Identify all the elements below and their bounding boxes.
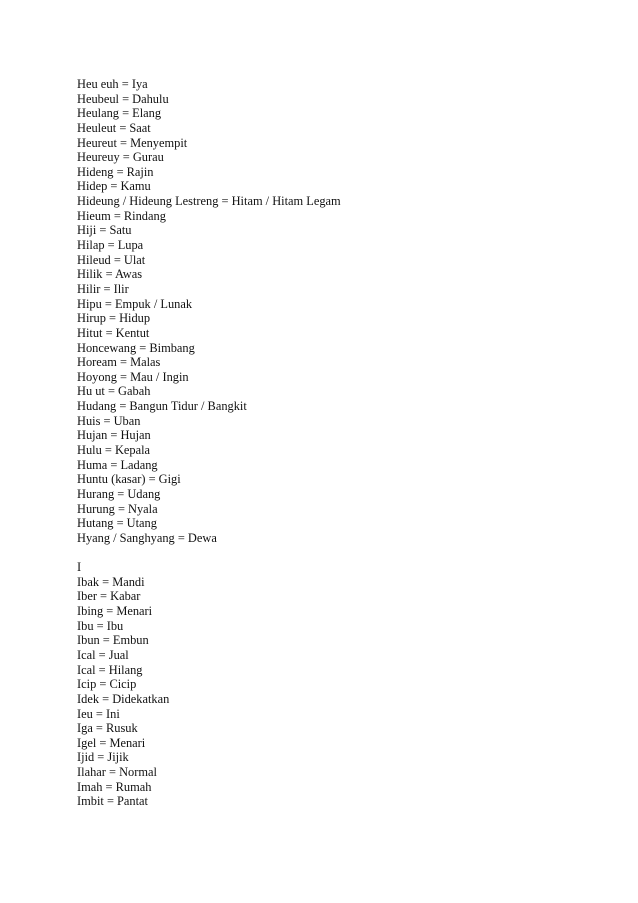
word-entry: Hieum = Rindang	[77, 208, 166, 223]
word-entry: Heureut = Menyempit	[77, 135, 188, 150]
word-entry: Iga = Rusuk	[77, 721, 138, 736]
word-entry: Huis = Uban	[77, 413, 141, 428]
word-entry: Hutang = Utang	[77, 516, 157, 531]
word-entry: Ical = Hilang	[77, 662, 143, 677]
word-entry: Hipu = Empuk / Lunak	[77, 296, 193, 311]
word-entry: Ieu = Ini	[77, 706, 120, 721]
word-entry: Ibun = Embun	[77, 633, 149, 648]
word-entry: Hilik = Awas	[77, 267, 143, 282]
section-h-list	[77, 77, 577, 546]
word-list	[77, 77, 577, 809]
word-entry: Hideng = Rajin	[77, 164, 154, 179]
word-entry: Icip = Cicip	[77, 677, 137, 692]
word-entry: Heu euh = Iya	[77, 77, 148, 91]
word-entry: Hyang / Sanghyang = Dewa	[77, 530, 217, 545]
word-entry: Hurung = Nyala	[77, 501, 158, 516]
word-entry: Hilap = Lupa	[77, 238, 144, 253]
word-entry: Hideung / Hideung Lestreng = Hitam / Hitam Legam	[77, 194, 341, 209]
word-entry: Hidep = Kamu	[77, 179, 151, 194]
word-entry: Ical = Jual	[77, 647, 129, 662]
word-entry: Idek = Didekatkan	[77, 691, 170, 706]
word-entry: Hiji = Satu	[77, 223, 132, 238]
word-entry: Huntu (kasar) = Gigi	[77, 472, 181, 487]
word-entry: Ibing = Menari	[77, 604, 153, 619]
word-entry: Hilir = Ilir	[77, 281, 129, 296]
word-entry: Ibu = Ibu	[77, 618, 124, 633]
word-entry: Hoream = Malas	[77, 355, 161, 370]
word-entry: Heubeul = Dahulu	[77, 91, 169, 106]
word-entry: Iber = Kabar	[77, 589, 141, 604]
section-gap	[77, 546, 577, 561]
word-entry: Heulang = Elang	[77, 106, 162, 121]
section-i-heading: I	[77, 560, 82, 575]
word-entry: Hurang = Udang	[77, 486, 161, 501]
word-entry: Igel = Menari	[77, 735, 146, 750]
word-entry: Ibak = Mandi	[77, 574, 145, 589]
word-entry: Hitut = Kentut	[77, 325, 150, 340]
word-entry: Heuleut = Saat	[77, 120, 151, 135]
word-entry: Imbit = Pantat	[77, 794, 148, 809]
word-entry: Hileud = Ulat	[77, 252, 146, 267]
word-entry: Imah = Rumah	[77, 779, 152, 794]
word-entry: Hoyong = Mau / Ingin	[77, 369, 189, 384]
word-entry: Hirup = Hidup	[77, 311, 151, 326]
word-entry: Ilahar = Normal	[77, 765, 157, 780]
word-entry: Hudang = Bangun Tidur / Bangkit	[77, 399, 247, 414]
word-entry: Ijid = Jijik	[77, 750, 129, 765]
word-entry: Huma = Ladang	[77, 457, 158, 472]
word-entry: Heureuy = Gurau	[77, 150, 164, 165]
word-entry: Hulu = Kepala	[77, 443, 151, 458]
word-entry: Hujan = Hujan	[77, 428, 151, 443]
word-entry: Honcewang = Bimbang	[77, 340, 195, 355]
word-entry: Hu ut = Gabah	[77, 384, 151, 399]
section-i-list	[77, 575, 577, 809]
